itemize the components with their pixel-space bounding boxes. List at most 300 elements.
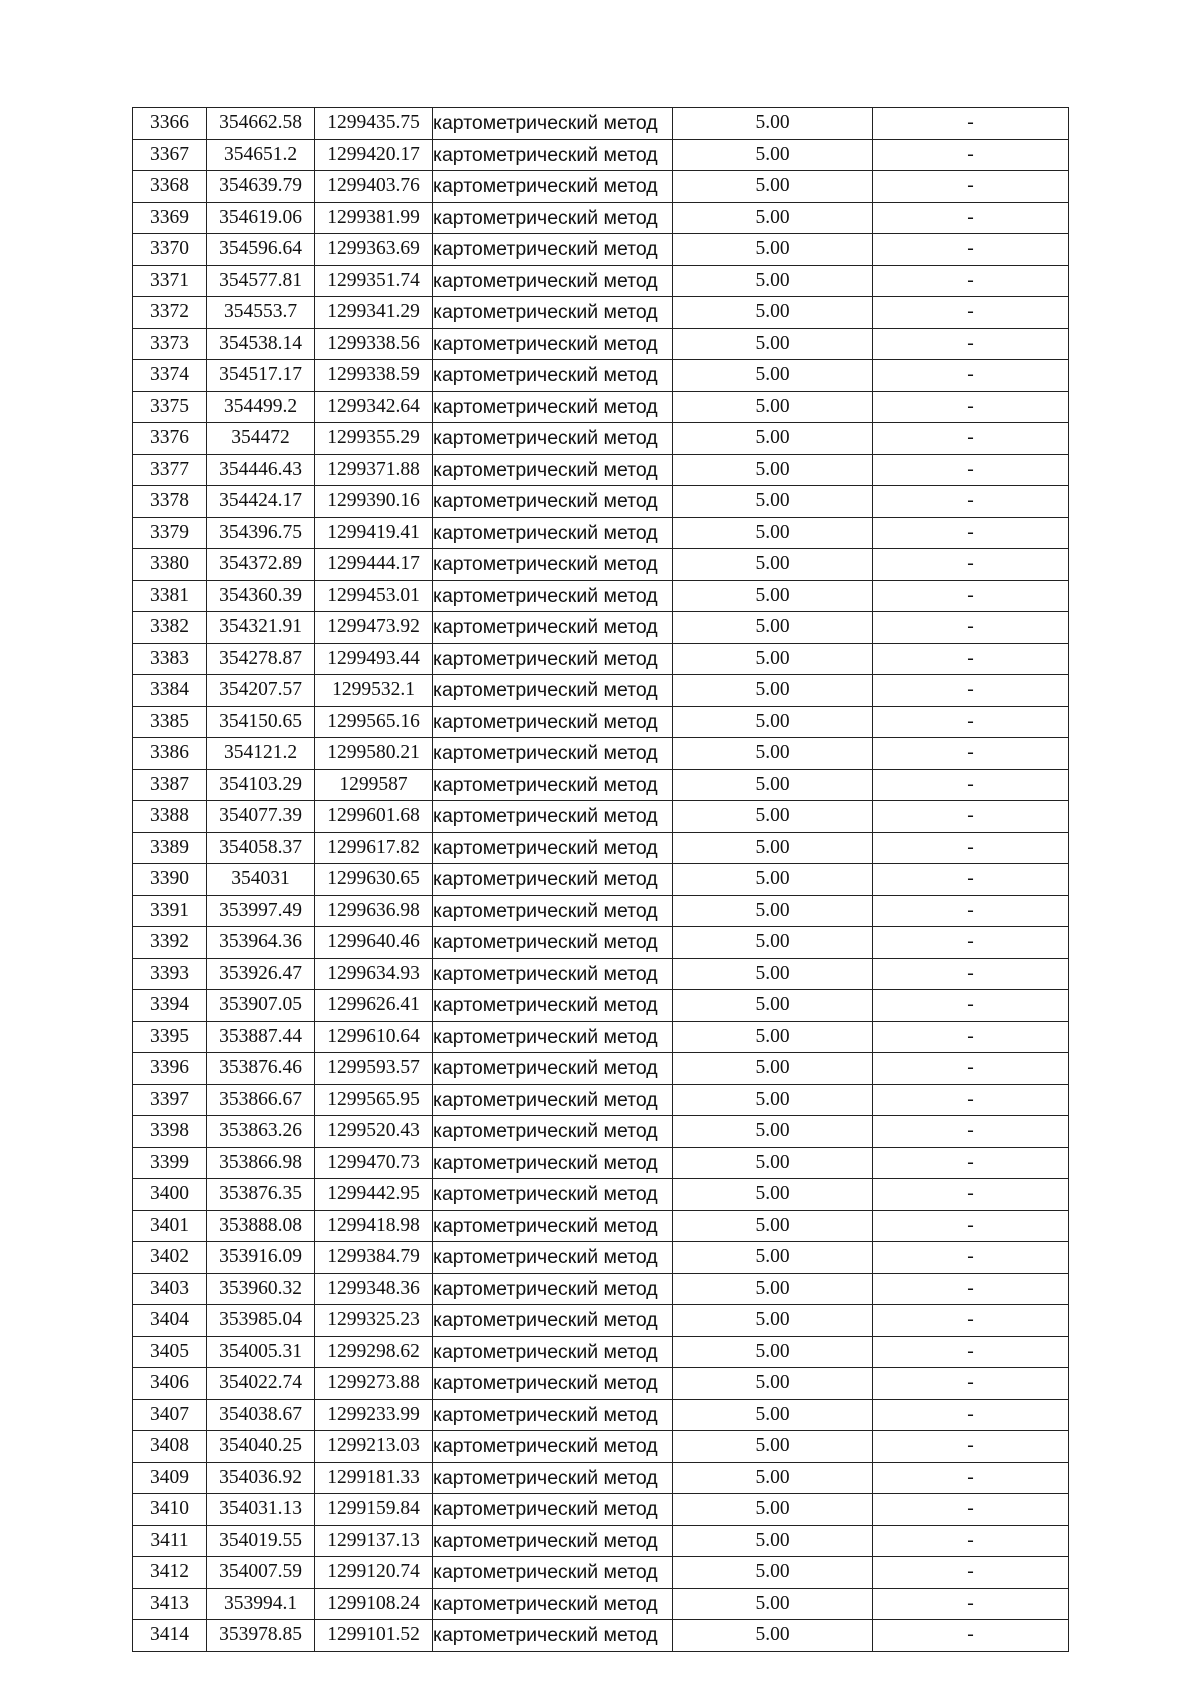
- table-row: [133, 1273, 1069, 1305]
- description-cell: -: [873, 927, 1069, 959]
- x-coordinate-cell: 354553.7: [207, 297, 315, 329]
- x-coordinate-cell: 354321.91: [207, 612, 315, 644]
- description-cell: -: [873, 1116, 1069, 1148]
- point-number-cell: 3387: [133, 769, 207, 801]
- method-cell: картометрический метод: [433, 1210, 673, 1242]
- y-coordinate-cell: 1299342.64: [315, 391, 433, 423]
- precision-cell: 5.00: [673, 1620, 873, 1652]
- precision-cell: 5.00: [673, 769, 873, 801]
- precision-cell: 5.00: [673, 1273, 873, 1305]
- point-number-cell: 3378: [133, 486, 207, 518]
- method-cell: картометрический метод: [433, 486, 673, 518]
- point-number-cell: 3389: [133, 832, 207, 864]
- x-coordinate-cell: 354058.37: [207, 832, 315, 864]
- precision-cell: 5.00: [673, 1431, 873, 1463]
- point-number-cell: 3383: [133, 643, 207, 675]
- point-number-cell: 3368: [133, 171, 207, 203]
- description-cell: -: [873, 1588, 1069, 1620]
- description-cell: -: [873, 1368, 1069, 1400]
- precision-cell: 5.00: [673, 297, 873, 329]
- description-cell: -: [873, 738, 1069, 770]
- point-number-cell: 3403: [133, 1273, 207, 1305]
- table-row: [133, 580, 1069, 612]
- point-number-cell: 3390: [133, 864, 207, 896]
- method-cell: картометрический метод: [433, 1557, 673, 1589]
- y-coordinate-cell: 1299442.95: [315, 1179, 433, 1211]
- table-row: [133, 1525, 1069, 1557]
- table-row: [133, 1431, 1069, 1463]
- x-coordinate-cell: 354396.75: [207, 517, 315, 549]
- precision-cell: 5.00: [673, 958, 873, 990]
- description-cell: -: [873, 1336, 1069, 1368]
- method-cell: картометрический метод: [433, 1588, 673, 1620]
- y-coordinate-cell: 1299565.95: [315, 1084, 433, 1116]
- table-row: [133, 1116, 1069, 1148]
- precision-cell: 5.00: [673, 1084, 873, 1116]
- point-number-cell: 3411: [133, 1525, 207, 1557]
- y-coordinate-cell: 1299384.79: [315, 1242, 433, 1274]
- table-row: [133, 1053, 1069, 1085]
- description-cell: -: [873, 139, 1069, 171]
- method-cell: картометрический метод: [433, 265, 673, 297]
- point-number-cell: 3402: [133, 1242, 207, 1274]
- x-coordinate-cell: 354019.55: [207, 1525, 315, 1557]
- description-cell: -: [873, 832, 1069, 864]
- method-cell: картометрический метод: [433, 1116, 673, 1148]
- y-coordinate-cell: 1299617.82: [315, 832, 433, 864]
- description-cell: -: [873, 1557, 1069, 1589]
- description-cell: -: [873, 643, 1069, 675]
- method-cell: картометрический метод: [433, 360, 673, 392]
- point-number-cell: 3375: [133, 391, 207, 423]
- description-cell: -: [873, 265, 1069, 297]
- table-row: [133, 706, 1069, 738]
- y-coordinate-cell: 1299418.98: [315, 1210, 433, 1242]
- method-cell: картометрический метод: [433, 1336, 673, 1368]
- table-row: [133, 864, 1069, 896]
- table-row: [133, 517, 1069, 549]
- y-coordinate-cell: 1299338.56: [315, 328, 433, 360]
- y-coordinate-cell: 1299587: [315, 769, 433, 801]
- description-cell: -: [873, 958, 1069, 990]
- table-row: [133, 1147, 1069, 1179]
- x-coordinate-cell: 354007.59: [207, 1557, 315, 1589]
- x-coordinate-cell: 354662.58: [207, 108, 315, 140]
- point-number-cell: 3412: [133, 1557, 207, 1589]
- description-cell: -: [873, 1273, 1069, 1305]
- y-coordinate-cell: 1299636.98: [315, 895, 433, 927]
- x-coordinate-cell: 353907.05: [207, 990, 315, 1022]
- method-cell: картометрический метод: [433, 1273, 673, 1305]
- y-coordinate-cell: 1299348.36: [315, 1273, 433, 1305]
- x-coordinate-cell: 354207.57: [207, 675, 315, 707]
- precision-cell: 5.00: [673, 927, 873, 959]
- point-number-cell: 3371: [133, 265, 207, 297]
- method-cell: картометрический метод: [433, 675, 673, 707]
- description-cell: -: [873, 454, 1069, 486]
- point-number-cell: 3404: [133, 1305, 207, 1337]
- method-cell: картометрический метод: [433, 108, 673, 140]
- description-cell: -: [873, 895, 1069, 927]
- x-coordinate-cell: 353916.09: [207, 1242, 315, 1274]
- method-cell: картометрический метод: [433, 139, 673, 171]
- point-number-cell: 3381: [133, 580, 207, 612]
- y-coordinate-cell: 1299403.76: [315, 171, 433, 203]
- table-row: [133, 423, 1069, 455]
- table-row: [133, 1462, 1069, 1494]
- coordinates-table-body: [133, 108, 1069, 1652]
- x-coordinate-cell: 354022.74: [207, 1368, 315, 1400]
- x-coordinate-cell: 353876.35: [207, 1179, 315, 1211]
- table-row: [133, 738, 1069, 770]
- y-coordinate-cell: 1299137.13: [315, 1525, 433, 1557]
- x-coordinate-cell: 354372.89: [207, 549, 315, 581]
- point-number-cell: 3399: [133, 1147, 207, 1179]
- precision-cell: 5.00: [673, 1053, 873, 1085]
- precision-cell: 5.00: [673, 1368, 873, 1400]
- table-row: [133, 927, 1069, 959]
- description-cell: -: [873, 234, 1069, 266]
- method-cell: картометрический метод: [433, 580, 673, 612]
- method-cell: картометрический метод: [433, 706, 673, 738]
- method-cell: картометрический метод: [433, 832, 673, 864]
- point-number-cell: 3393: [133, 958, 207, 990]
- x-coordinate-cell: 354596.64: [207, 234, 315, 266]
- x-coordinate-cell: 353960.32: [207, 1273, 315, 1305]
- y-coordinate-cell: 1299610.64: [315, 1021, 433, 1053]
- precision-cell: 5.00: [673, 1399, 873, 1431]
- y-coordinate-cell: 1299233.99: [315, 1399, 433, 1431]
- y-coordinate-cell: 1299108.24: [315, 1588, 433, 1620]
- point-number-cell: 3373: [133, 328, 207, 360]
- table-row: [133, 1336, 1069, 1368]
- table-row: [133, 1179, 1069, 1211]
- precision-cell: 5.00: [673, 1336, 873, 1368]
- table-row: [133, 1084, 1069, 1116]
- description-cell: -: [873, 328, 1069, 360]
- x-coordinate-cell: 354278.87: [207, 643, 315, 675]
- precision-cell: 5.00: [673, 454, 873, 486]
- x-coordinate-cell: 354472: [207, 423, 315, 455]
- table-row: [133, 360, 1069, 392]
- description-cell: -: [873, 1462, 1069, 1494]
- point-number-cell: 3409: [133, 1462, 207, 1494]
- description-cell: -: [873, 297, 1069, 329]
- point-number-cell: 3395: [133, 1021, 207, 1053]
- description-cell: -: [873, 1210, 1069, 1242]
- x-coordinate-cell: 354538.14: [207, 328, 315, 360]
- precision-cell: 5.00: [673, 1525, 873, 1557]
- y-coordinate-cell: 1299420.17: [315, 139, 433, 171]
- point-number-cell: 3370: [133, 234, 207, 266]
- method-cell: картометрический метод: [433, 958, 673, 990]
- y-coordinate-cell: 1299273.88: [315, 1368, 433, 1400]
- description-cell: -: [873, 1021, 1069, 1053]
- y-coordinate-cell: 1299325.23: [315, 1305, 433, 1337]
- precision-cell: 5.00: [673, 202, 873, 234]
- x-coordinate-cell: 354036.92: [207, 1462, 315, 1494]
- description-cell: -: [873, 580, 1069, 612]
- y-coordinate-cell: 1299601.68: [315, 801, 433, 833]
- x-coordinate-cell: 353994.1: [207, 1588, 315, 1620]
- table-row: [133, 1557, 1069, 1589]
- precision-cell: 5.00: [673, 486, 873, 518]
- description-cell: -: [873, 706, 1069, 738]
- table-row: [133, 202, 1069, 234]
- method-cell: картометрический метод: [433, 990, 673, 1022]
- precision-cell: 5.00: [673, 265, 873, 297]
- y-coordinate-cell: 1299341.29: [315, 297, 433, 329]
- x-coordinate-cell: 354040.25: [207, 1431, 315, 1463]
- precision-cell: 5.00: [673, 864, 873, 896]
- table-row: [133, 265, 1069, 297]
- table-row: [133, 769, 1069, 801]
- precision-cell: 5.00: [673, 517, 873, 549]
- y-coordinate-cell: 1299298.62: [315, 1336, 433, 1368]
- description-cell: -: [873, 171, 1069, 203]
- point-number-cell: 3414: [133, 1620, 207, 1652]
- method-cell: картометрический метод: [433, 738, 673, 770]
- method-cell: картометрический метод: [433, 391, 673, 423]
- description-cell: -: [873, 612, 1069, 644]
- table-row: [133, 1588, 1069, 1620]
- table-row: [133, 549, 1069, 581]
- y-coordinate-cell: 1299640.46: [315, 927, 433, 959]
- method-cell: картометрический метод: [433, 1368, 673, 1400]
- description-cell: -: [873, 864, 1069, 896]
- method-cell: картометрический метод: [433, 1305, 673, 1337]
- precision-cell: 5.00: [673, 328, 873, 360]
- precision-cell: 5.00: [673, 1305, 873, 1337]
- precision-cell: 5.00: [673, 1021, 873, 1053]
- x-coordinate-cell: 354517.17: [207, 360, 315, 392]
- coordinates-table: [132, 107, 1069, 1652]
- y-coordinate-cell: 1299101.52: [315, 1620, 433, 1652]
- point-number-cell: 3380: [133, 549, 207, 581]
- x-coordinate-cell: 353985.04: [207, 1305, 315, 1337]
- description-cell: -: [873, 1147, 1069, 1179]
- x-coordinate-cell: 354639.79: [207, 171, 315, 203]
- x-coordinate-cell: 354031: [207, 864, 315, 896]
- precision-cell: 5.00: [673, 801, 873, 833]
- y-coordinate-cell: 1299419.41: [315, 517, 433, 549]
- precision-cell: 5.00: [673, 832, 873, 864]
- method-cell: картометрический метод: [433, 864, 673, 896]
- table-row: [133, 675, 1069, 707]
- precision-cell: 5.00: [673, 1116, 873, 1148]
- y-coordinate-cell: 1299444.17: [315, 549, 433, 581]
- precision-cell: 5.00: [673, 706, 873, 738]
- table-row: [133, 1620, 1069, 1652]
- description-cell: -: [873, 1179, 1069, 1211]
- point-number-cell: 3369: [133, 202, 207, 234]
- table-row: [133, 328, 1069, 360]
- method-cell: картометрический метод: [433, 234, 673, 266]
- y-coordinate-cell: 1299159.84: [315, 1494, 433, 1526]
- table-row: [133, 1210, 1069, 1242]
- method-cell: картометрический метод: [433, 171, 673, 203]
- x-coordinate-cell: 354103.29: [207, 769, 315, 801]
- method-cell: картометрический метод: [433, 801, 673, 833]
- y-coordinate-cell: 1299435.75: [315, 108, 433, 140]
- table-row: [133, 1242, 1069, 1274]
- description-cell: -: [873, 1431, 1069, 1463]
- method-cell: картометрический метод: [433, 643, 673, 675]
- x-coordinate-cell: 353926.47: [207, 958, 315, 990]
- point-number-cell: 3394: [133, 990, 207, 1022]
- y-coordinate-cell: 1299493.44: [315, 643, 433, 675]
- table-row: [133, 643, 1069, 675]
- table-row: [133, 958, 1069, 990]
- y-coordinate-cell: 1299338.59: [315, 360, 433, 392]
- table-row: [133, 990, 1069, 1022]
- y-coordinate-cell: 1299351.74: [315, 265, 433, 297]
- method-cell: картометрический метод: [433, 895, 673, 927]
- table-row: [133, 1368, 1069, 1400]
- y-coordinate-cell: 1299363.69: [315, 234, 433, 266]
- point-number-cell: 3413: [133, 1588, 207, 1620]
- x-coordinate-cell: 353866.67: [207, 1084, 315, 1116]
- y-coordinate-cell: 1299355.29: [315, 423, 433, 455]
- table-row: [133, 391, 1069, 423]
- point-number-cell: 3407: [133, 1399, 207, 1431]
- method-cell: картометрический метод: [433, 1084, 673, 1116]
- precision-cell: 5.00: [673, 895, 873, 927]
- description-cell: -: [873, 1620, 1069, 1652]
- table-row: [133, 1021, 1069, 1053]
- description-cell: -: [873, 1399, 1069, 1431]
- precision-cell: 5.00: [673, 1557, 873, 1589]
- method-cell: картометрический метод: [433, 297, 673, 329]
- description-cell: -: [873, 517, 1069, 549]
- point-number-cell: 3392: [133, 927, 207, 959]
- method-cell: картометрический метод: [433, 1462, 673, 1494]
- precision-cell: 5.00: [673, 612, 873, 644]
- x-coordinate-cell: 353964.36: [207, 927, 315, 959]
- point-number-cell: 3406: [133, 1368, 207, 1400]
- description-cell: -: [873, 423, 1069, 455]
- description-cell: -: [873, 1084, 1069, 1116]
- precision-cell: 5.00: [673, 675, 873, 707]
- table-row: [133, 1399, 1069, 1431]
- table-row: [133, 297, 1069, 329]
- description-cell: -: [873, 486, 1069, 518]
- x-coordinate-cell: 353876.46: [207, 1053, 315, 1085]
- y-coordinate-cell: 1299565.16: [315, 706, 433, 738]
- method-cell: картометрический метод: [433, 517, 673, 549]
- precision-cell: 5.00: [673, 580, 873, 612]
- x-coordinate-cell: 354424.17: [207, 486, 315, 518]
- y-coordinate-cell: 1299473.92: [315, 612, 433, 644]
- precision-cell: 5.00: [673, 643, 873, 675]
- x-coordinate-cell: 353866.98: [207, 1147, 315, 1179]
- point-number-cell: 3408: [133, 1431, 207, 1463]
- precision-cell: 5.00: [673, 234, 873, 266]
- description-cell: -: [873, 1525, 1069, 1557]
- y-coordinate-cell: 1299593.57: [315, 1053, 433, 1085]
- point-number-cell: 3386: [133, 738, 207, 770]
- method-cell: картометрический метод: [433, 454, 673, 486]
- point-number-cell: 3372: [133, 297, 207, 329]
- method-cell: картометрический метод: [433, 549, 673, 581]
- method-cell: картометрический метод: [433, 423, 673, 455]
- table-row: [133, 1305, 1069, 1337]
- y-coordinate-cell: 1299532.1: [315, 675, 433, 707]
- point-number-cell: 3398: [133, 1116, 207, 1148]
- description-cell: -: [873, 801, 1069, 833]
- table-row: [133, 234, 1069, 266]
- x-coordinate-cell: 354031.13: [207, 1494, 315, 1526]
- precision-cell: 5.00: [673, 1242, 873, 1274]
- x-coordinate-cell: 354446.43: [207, 454, 315, 486]
- x-coordinate-cell: 354077.39: [207, 801, 315, 833]
- precision-cell: 5.00: [673, 139, 873, 171]
- x-coordinate-cell: 353978.85: [207, 1620, 315, 1652]
- precision-cell: 5.00: [673, 360, 873, 392]
- precision-cell: 5.00: [673, 1147, 873, 1179]
- description-cell: -: [873, 549, 1069, 581]
- y-coordinate-cell: 1299390.16: [315, 486, 433, 518]
- x-coordinate-cell: 354577.81: [207, 265, 315, 297]
- x-coordinate-cell: 354038.67: [207, 1399, 315, 1431]
- description-cell: -: [873, 675, 1069, 707]
- method-cell: картометрический метод: [433, 1431, 673, 1463]
- method-cell: картометрический метод: [433, 328, 673, 360]
- table-row: [133, 1494, 1069, 1526]
- point-number-cell: 3401: [133, 1210, 207, 1242]
- point-number-cell: 3396: [133, 1053, 207, 1085]
- table-row: [133, 895, 1069, 927]
- method-cell: картометрический метод: [433, 1021, 673, 1053]
- table-row: [133, 801, 1069, 833]
- precision-cell: 5.00: [673, 1588, 873, 1620]
- y-coordinate-cell: 1299580.21: [315, 738, 433, 770]
- point-number-cell: 3397: [133, 1084, 207, 1116]
- point-number-cell: 3388: [133, 801, 207, 833]
- y-coordinate-cell: 1299634.93: [315, 958, 433, 990]
- x-coordinate-cell: 354121.2: [207, 738, 315, 770]
- point-number-cell: 3366: [133, 108, 207, 140]
- description-cell: -: [873, 1053, 1069, 1085]
- method-cell: картометрический метод: [433, 1620, 673, 1652]
- table-row: [133, 832, 1069, 864]
- y-coordinate-cell: 1299120.74: [315, 1557, 433, 1589]
- x-coordinate-cell: 354005.31: [207, 1336, 315, 1368]
- method-cell: картометрический метод: [433, 1242, 673, 1274]
- precision-cell: 5.00: [673, 549, 873, 581]
- y-coordinate-cell: 1299213.03: [315, 1431, 433, 1463]
- x-coordinate-cell: 353888.08: [207, 1210, 315, 1242]
- table-row: [133, 612, 1069, 644]
- point-number-cell: 3391: [133, 895, 207, 927]
- point-number-cell: 3367: [133, 139, 207, 171]
- description-cell: -: [873, 360, 1069, 392]
- point-number-cell: 3377: [133, 454, 207, 486]
- description-cell: -: [873, 769, 1069, 801]
- x-coordinate-cell: 353997.49: [207, 895, 315, 927]
- method-cell: картометрический метод: [433, 202, 673, 234]
- method-cell: картометрический метод: [433, 1525, 673, 1557]
- precision-cell: 5.00: [673, 1179, 873, 1211]
- x-coordinate-cell: 354651.2: [207, 139, 315, 171]
- table-row: [133, 139, 1069, 171]
- precision-cell: 5.00: [673, 1494, 873, 1526]
- x-coordinate-cell: 353863.26: [207, 1116, 315, 1148]
- y-coordinate-cell: 1299470.73: [315, 1147, 433, 1179]
- point-number-cell: 3405: [133, 1336, 207, 1368]
- x-coordinate-cell: 353887.44: [207, 1021, 315, 1053]
- method-cell: картометрический метод: [433, 769, 673, 801]
